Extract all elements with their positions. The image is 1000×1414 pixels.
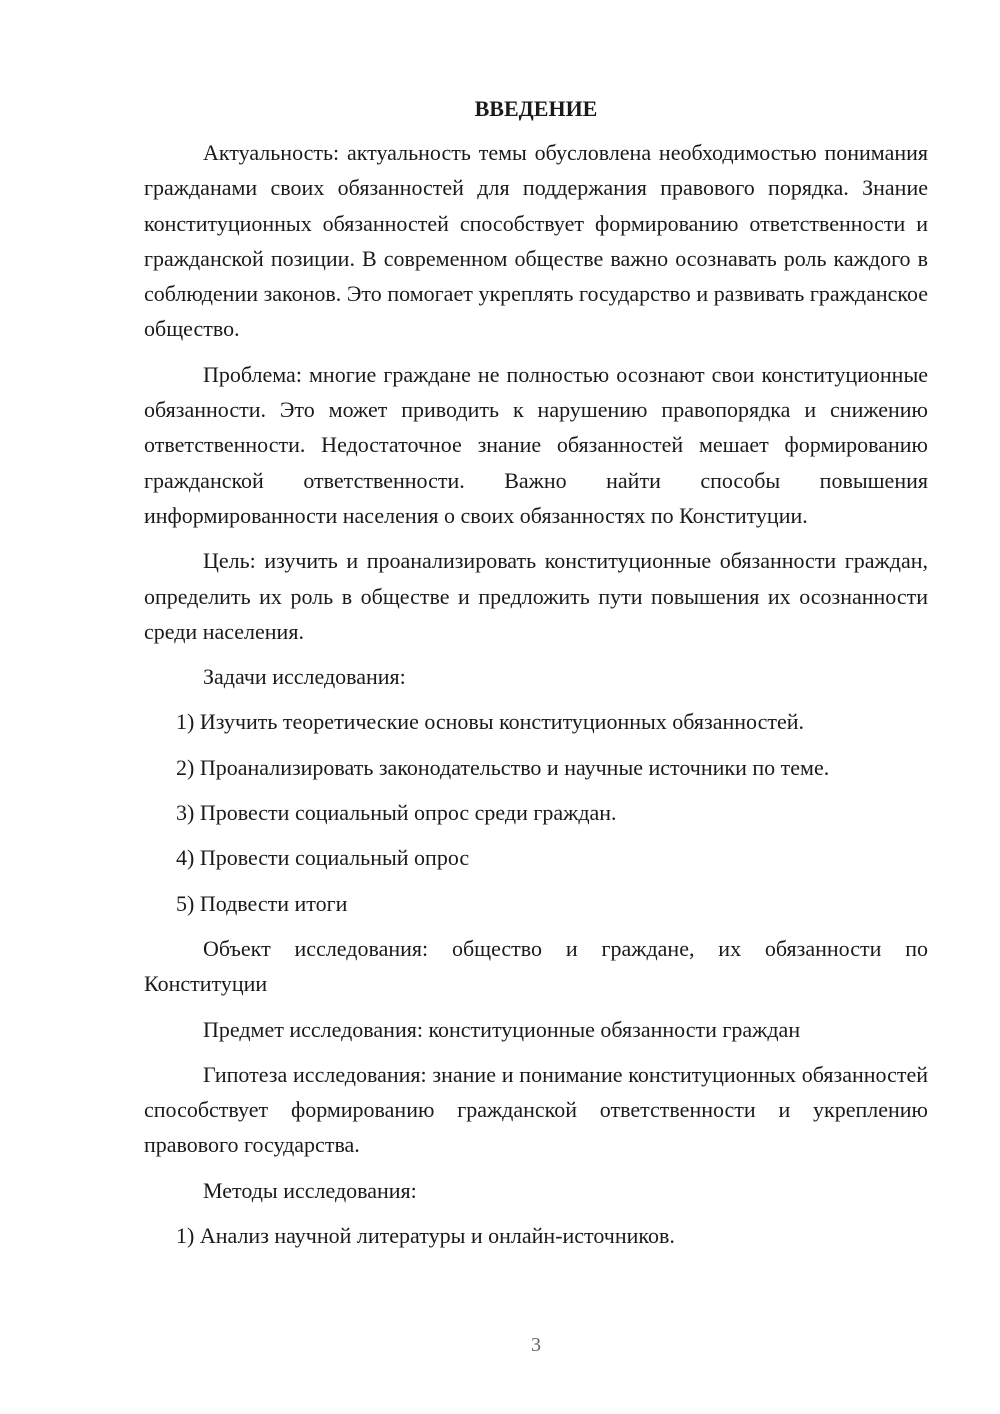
task-item-4: 4) Провести социальный опрос bbox=[176, 845, 470, 871]
goal-paragraph: Цель: изучить и проанализировать конституционные обязанности граждан, определить их роль в обществе и предложить пути повышения их осознанности среди населения. bbox=[144, 548, 928, 644]
subject-paragraph: Предмет исследования: конституционные обязанности граждан bbox=[203, 1016, 801, 1042]
problem-paragraph: Проблема: многие граждане не полностью осознают свои конституционные обязанности. Это может приводить к нарушению правопорядка и снижению ответственности. Недостаточное знание обязанностей мешает формированию гражданской ответственности. Важно найти способы повышения информированности населения о своих обязанностях по Конституции. bbox=[144, 361, 928, 528]
method-item-1: 1) Анализ научной литературы и онлайн-источников. bbox=[176, 1223, 675, 1249]
document-page bbox=[144, 95, 928, 1253]
object-paragraph: Объект исследования: общество и граждане, их обязанности по Конституции bbox=[144, 935, 928, 997]
tasks-label: Задачи исследования: bbox=[203, 664, 406, 690]
task-item-5: 5) Подвести итоги bbox=[176, 890, 348, 916]
task-item-3: 3) Провести социальный опрос среди граждан. bbox=[176, 800, 617, 826]
page-title: ВВЕДЕНИЕ bbox=[474, 96, 598, 121]
methods-label: Методы исследования: bbox=[203, 1177, 417, 1203]
task-item-2: 2) Проанализировать законодательство и научные источники по теме. bbox=[176, 754, 830, 780]
hypothesis-paragraph: Гипотеза исследования: знание и понимание конституционных обязанностей способствует формированию гражданской ответственности и укреплению правового государства. bbox=[144, 1061, 928, 1158]
page-number: 3 bbox=[531, 1334, 541, 1356]
relevance-paragraph: Актуальность: актуальность темы обусловлена необходимостью понимания гражданами своих обязанностей для поддержания правового порядка. Знание конституционных обязанностей способствует формированию ответственности и гражданской позиции. В современном обществе важно осознавать роль каждого в соблюдении законов. Это помогает укреплять государство и развивать гражданское общество. bbox=[144, 140, 928, 342]
task-item-1: 1) Изучить теоретические основы конституционных обязанностей. bbox=[176, 709, 805, 735]
